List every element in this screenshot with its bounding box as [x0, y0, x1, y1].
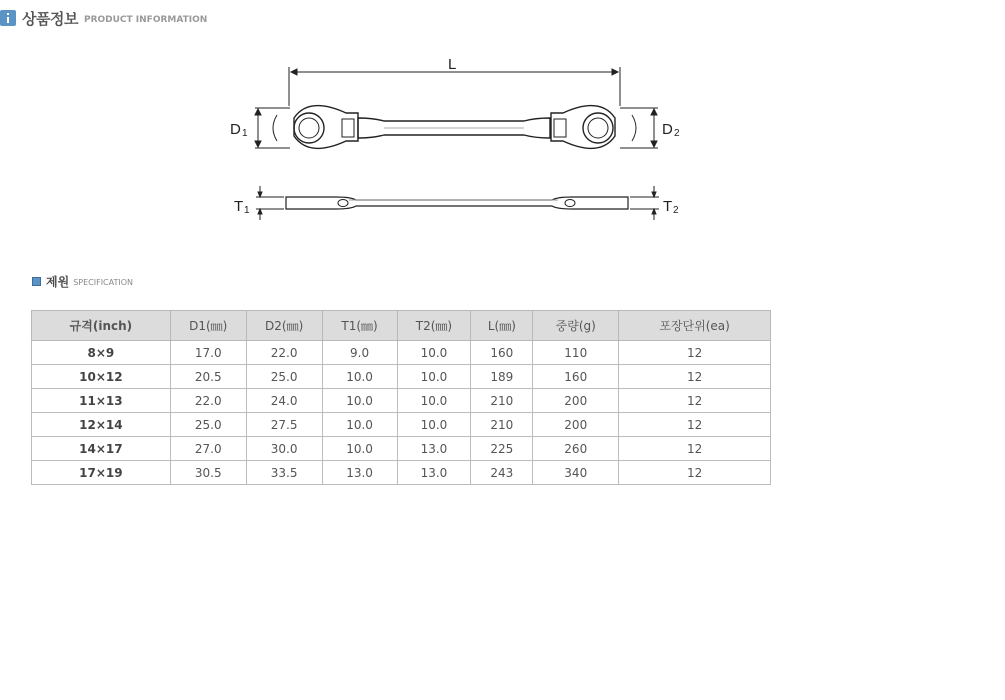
table-cell: 22.0 — [170, 389, 246, 413]
table-cell: 12 — [619, 341, 771, 365]
table-row — [32, 413, 771, 437]
spec-title: 제원 — [46, 274, 70, 289]
table-cell: 25.0 — [170, 413, 246, 437]
label-L: L — [448, 56, 457, 73]
table-header-row — [32, 311, 771, 341]
svg-text:2: 2 — [674, 128, 680, 139]
table-cell: 12×14 — [32, 413, 171, 437]
table-cell: 210 — [471, 389, 533, 413]
label-T2: T — [663, 198, 673, 215]
wrench-dimension-diagram — [222, 48, 692, 228]
table-cell: 9.0 — [322, 341, 397, 365]
table-row — [32, 365, 771, 389]
column-header: 포장단위(ea) — [619, 311, 771, 341]
table-cell: 27.0 — [170, 437, 246, 461]
spec-table — [31, 310, 771, 485]
table-cell: 10.0 — [397, 389, 471, 413]
table-cell: 210 — [471, 413, 533, 437]
column-header: T1(㎜) — [322, 311, 397, 341]
table-cell: 12 — [619, 437, 771, 461]
table-cell: 260 — [533, 437, 619, 461]
table-cell: 110 — [533, 341, 619, 365]
table-cell: 8×9 — [32, 341, 171, 365]
table-cell: 20.5 — [170, 365, 246, 389]
column-header: T2(㎜) — [397, 311, 471, 341]
table-cell: 24.0 — [246, 389, 322, 413]
table-cell: 12 — [619, 461, 771, 485]
column-header: L(㎜) — [471, 311, 533, 341]
spec-subtitle: SPECIFICATION — [73, 278, 134, 287]
table-cell: 160 — [471, 341, 533, 365]
svg-text:1: 1 — [242, 128, 248, 139]
table-cell: 13.0 — [397, 437, 471, 461]
table-cell: 200 — [533, 389, 619, 413]
column-header: 중량(g) — [533, 311, 619, 341]
table-cell: 12 — [619, 413, 771, 437]
table-cell: 189 — [471, 365, 533, 389]
svg-text:1: 1 — [244, 205, 250, 216]
svg-text:2: 2 — [673, 205, 679, 216]
table-cell: 10.0 — [322, 389, 397, 413]
table-cell: 33.5 — [246, 461, 322, 485]
table-cell: 25.0 — [246, 365, 322, 389]
table-cell: 225 — [471, 437, 533, 461]
label-T1: T — [234, 198, 244, 215]
table-row — [32, 461, 771, 485]
column-header: 규격(inch) — [32, 311, 171, 341]
table-cell: 12 — [619, 365, 771, 389]
table-cell: 10.0 — [322, 365, 397, 389]
table-cell: 243 — [471, 461, 533, 485]
column-header: D2(㎜) — [246, 311, 322, 341]
table-cell: 27.5 — [246, 413, 322, 437]
table-row — [32, 341, 771, 365]
table-cell: 13.0 — [322, 461, 397, 485]
table-cell: 10.0 — [322, 437, 397, 461]
section-header — [0, 8, 207, 28]
section-subtitle: PRODUCT INFORMATION — [83, 15, 208, 25]
table-cell: 17×19 — [32, 461, 171, 485]
table-row — [32, 389, 771, 413]
table-cell: 14×17 — [32, 437, 171, 461]
table-cell: 13.0 — [397, 461, 471, 485]
column-header: D1(㎜) — [170, 311, 246, 341]
table-cell: 340 — [533, 461, 619, 485]
table-cell: 10.0 — [397, 365, 471, 389]
table-cell: 200 — [533, 413, 619, 437]
table-cell: 160 — [533, 365, 619, 389]
table-cell: 17.0 — [170, 341, 246, 365]
square-bullet-icon — [32, 277, 41, 286]
table-cell: 11×13 — [32, 389, 171, 413]
table-cell: 10.0 — [322, 413, 397, 437]
label-D1: D — [230, 121, 241, 138]
table-cell: 30.5 — [170, 461, 246, 485]
spec-header — [32, 272, 133, 290]
table-cell: 30.0 — [246, 437, 322, 461]
label-D2: D — [662, 121, 673, 138]
table-row — [32, 437, 771, 461]
table-cell: 22.0 — [246, 341, 322, 365]
table-cell: 12 — [619, 389, 771, 413]
table-cell: 10×12 — [32, 365, 171, 389]
table-cell: 10.0 — [397, 341, 471, 365]
info-icon — [0, 10, 16, 26]
table-cell: 10.0 — [397, 413, 471, 437]
section-title: 상품정보 — [22, 9, 78, 28]
